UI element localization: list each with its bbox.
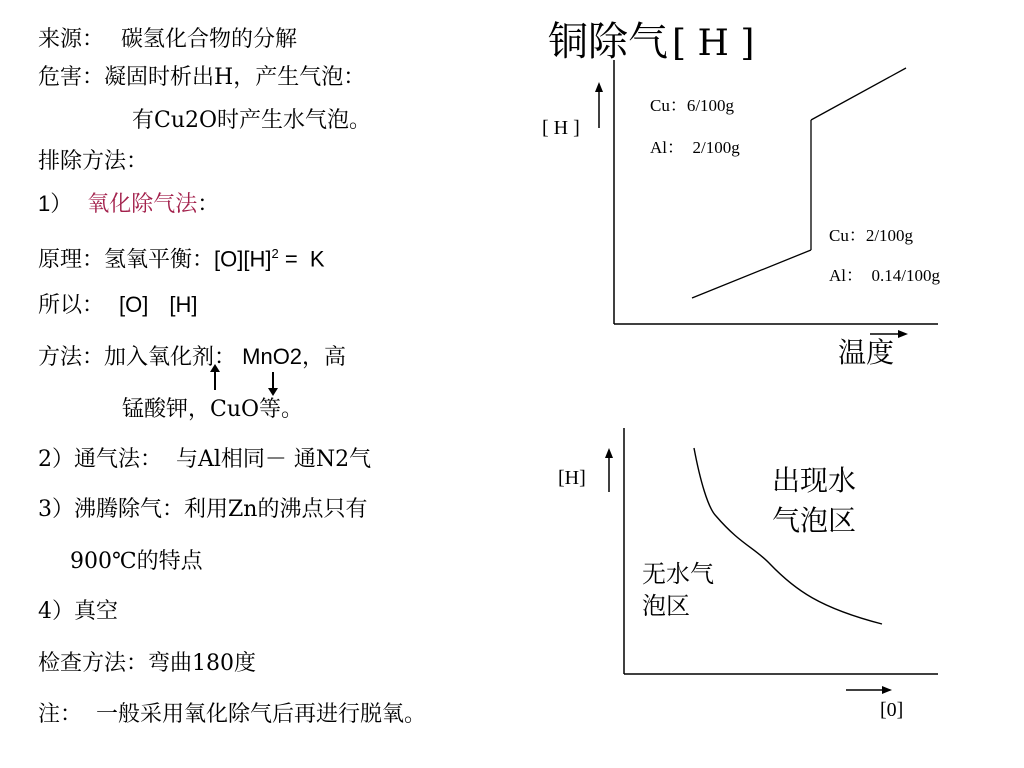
principle-formula-sup: 2 <box>271 246 279 261</box>
check-line <box>38 650 256 678</box>
down-arrow-icon <box>272 372 274 390</box>
harm-line <box>38 64 365 92</box>
principle-line <box>38 240 325 274</box>
so-label: 所以： <box>38 293 105 318</box>
top-chart-ylabel: [ H ] <box>542 117 580 139</box>
method4-text: 4）真空 <box>38 599 118 624</box>
top-chart-upper-al: Al： 2/100g <box>650 138 740 157</box>
bottom-chart-region-upper-1: 出现水 <box>772 464 857 497</box>
top-chart-y-arrowhead-icon <box>595 82 603 92</box>
harm-value-1: 凝固时析出H，产生气泡： <box>104 65 366 90</box>
top-chart-lower-line <box>692 250 811 298</box>
top-chart-upper-cu: Cu：6/100g <box>650 96 735 115</box>
method-line-2 <box>122 396 303 424</box>
method-value: MnO2，高 <box>236 344 347 369</box>
remove-method-label: 排除方法： <box>38 149 149 174</box>
method1-colon: ： <box>197 192 220 217</box>
bottom-chart-x-arrowhead-icon <box>882 686 892 694</box>
top-chart-lower-al: Al： 0.14/100g <box>829 266 940 285</box>
top-chart <box>530 60 950 380</box>
harm-line-2 <box>132 107 371 135</box>
bottom-chart-region-upper-2: 气泡区 <box>772 504 857 537</box>
method-line <box>38 343 346 372</box>
bottom-chart-xlabel: [0] <box>880 699 904 721</box>
method1-line <box>38 190 219 219</box>
method-value-2: 锰酸钾，CuO等。 <box>122 397 304 422</box>
method1-number: 1） <box>38 191 73 216</box>
bottom-chart-region-lower-2: 泡区 <box>642 592 690 620</box>
so-line <box>38 291 197 320</box>
source-line <box>38 26 297 54</box>
method1-name: 氧化除气法 <box>87 192 198 217</box>
source-label: 来源： <box>38 27 105 52</box>
principle-formula-b: = K <box>278 246 325 272</box>
method4-line <box>38 598 118 626</box>
title-main: 铜除气 <box>548 19 668 65</box>
principle-formula-a: [O][H] <box>214 246 272 272</box>
method2-text: 2）通气法： 与Al相同－ 通N2气 <box>38 447 372 472</box>
harm-label: 危害： <box>38 65 105 90</box>
top-chart-upper-line <box>811 68 906 120</box>
harm-value-2: 有Cu2O时产生水气泡。 <box>132 108 372 133</box>
method3-cont-line <box>70 548 203 576</box>
so-h: [H] <box>169 292 198 317</box>
bottom-chart-region-lower-1: 无水气 <box>642 560 714 588</box>
principle-label: 原理：氢氧平衡： <box>38 247 215 273</box>
bottom-chart <box>550 420 950 730</box>
check-text: 检查方法：弯曲180度 <box>38 651 256 676</box>
note-text: 注： 一般采用氧化除气后再进行脱氧。 <box>38 702 426 727</box>
bottom-chart-y-arrowhead-icon <box>605 448 613 458</box>
method3-line <box>38 496 367 524</box>
method2-line <box>38 446 371 474</box>
note-line <box>38 701 426 729</box>
top-chart-x-arrowhead-icon <box>898 330 908 338</box>
top-chart-xlabel: 温度 <box>838 336 895 369</box>
top-chart-lower-cu: Cu：2/100g <box>829 226 914 245</box>
method3-cont: 900℃的特点 <box>70 549 203 574</box>
method-label: 方法：加入氧化剂： <box>38 345 237 370</box>
up-arrow-icon <box>214 370 216 390</box>
title-bracket: [ H ] <box>672 23 755 64</box>
source-value: 碳氢化合物的分解 <box>121 27 298 52</box>
bottom-chart-ylabel: [H] <box>558 467 586 489</box>
remove-method-line <box>38 148 148 176</box>
so-o: [O] <box>119 292 149 317</box>
page-title <box>548 10 754 67</box>
method3-text: 3）沸腾除气：利用Zn的沸点只有 <box>38 497 368 522</box>
